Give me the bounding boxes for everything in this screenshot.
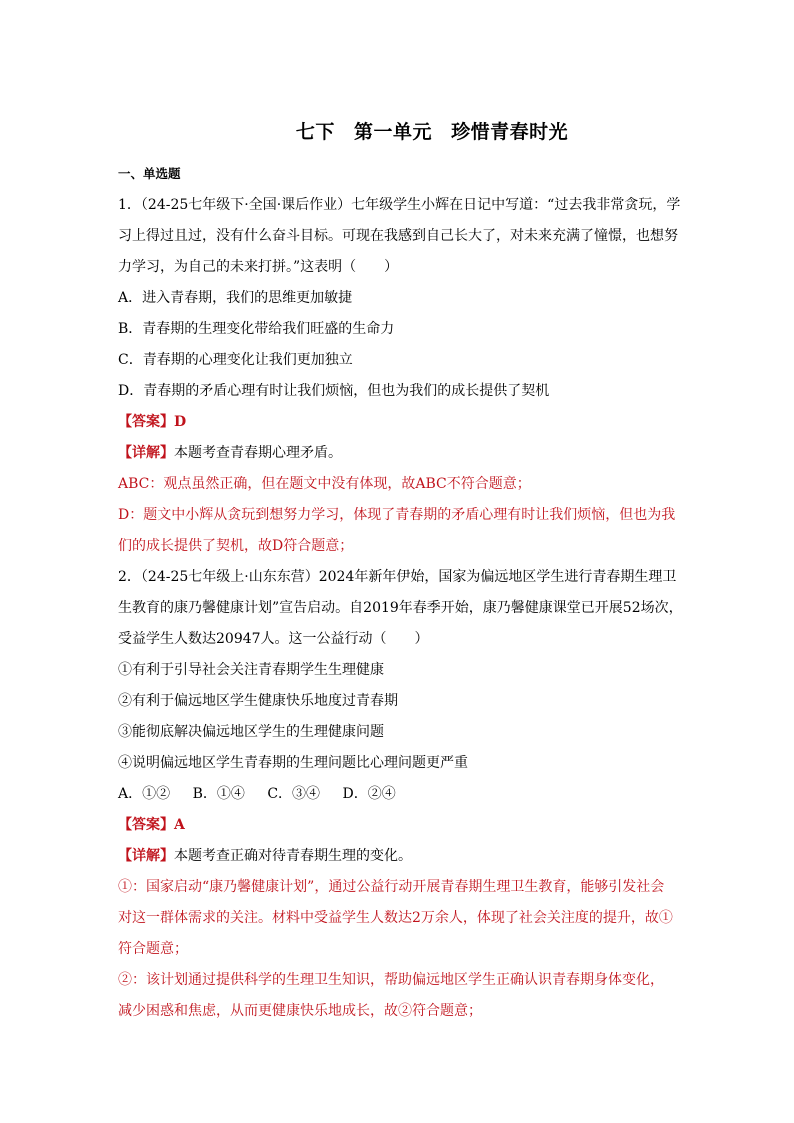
question-2 bbox=[118, 562, 683, 1027]
question-text-line: 受益学生人数达20947人。这一公益行动（ ） bbox=[118, 631, 429, 647]
detail-label: 【详解】 bbox=[118, 848, 174, 864]
choice-d: D．②④ bbox=[342, 786, 396, 802]
answer-line bbox=[118, 407, 678, 438]
explanation-line: ①：国家启动“康乃馨健康计划”，通过公益行动开展青春期生理卫生教育，能够引发社会 bbox=[118, 879, 665, 895]
question-1 bbox=[118, 190, 681, 562]
statement-2: ②有利于偏远地区学生健康快乐地度过青春期 bbox=[118, 693, 398, 709]
answer-line bbox=[118, 810, 678, 841]
explanation-line: ABC：观点虽然正确，但在题文中没有体现，故ABC不符合题意； bbox=[118, 476, 531, 492]
question-text-line: 生教育的康乃馨健康计划”宣告启动。自2019年春季开始，康乃馨健康课堂已开展52场次， bbox=[118, 600, 683, 616]
choices-row bbox=[118, 779, 678, 810]
explanation-line: ②：该计划通过提供科学的生理卫生知识，帮助偏远地区学生正确认识青春期身体变化， bbox=[118, 972, 664, 988]
question-text-line: 1．（24-25七年级下·全国·课后作业）七年级学生小辉在日记中写道：“过去我非常贪玩，学 bbox=[118, 197, 681, 213]
explanation-line: 们的成长提供了契机，故D符合题意； bbox=[118, 538, 354, 554]
choice-b: B．①④ bbox=[192, 786, 245, 802]
title-grade: 七下 bbox=[295, 121, 335, 143]
explanation-line: 对这一群体需求的关注。材料中受益学生人数达2万余人，体现了社会关注度的提升，故① bbox=[118, 910, 673, 926]
choice-c: C．③④ bbox=[267, 786, 321, 802]
option-d: D．青春期的矛盾心理有时让我们烦恼，但也为我们的成长提供了契机 bbox=[118, 383, 550, 399]
explanation-line: D：题文中小辉从贪玩到想努力学习，体现了青春期的矛盾心理有时让我们烦恼，但也为我 bbox=[118, 507, 676, 523]
statement-3: ③能彻底解决偏远地区学生的生理健康问题 bbox=[118, 724, 384, 740]
statement-1: ①有利于引导社会关注青春期学生生理健康 bbox=[118, 662, 384, 678]
answer-value: A bbox=[174, 817, 185, 833]
question-text-line: 2．（24-25七年级上·山东东营）2024年新年伊始，国家为偏远地区学生进行青春期生理卫 bbox=[118, 569, 677, 585]
option-c: C．青春期的心理变化让我们更加独立 bbox=[118, 352, 353, 368]
title-unit: 第一单元 bbox=[353, 121, 432, 143]
title-topic: 珍惜青春时光 bbox=[451, 121, 569, 143]
detail-label: 【详解】 bbox=[118, 445, 174, 461]
page-title bbox=[0, 117, 794, 144]
detail-line bbox=[118, 438, 678, 469]
answer-label: 【答案】 bbox=[118, 414, 174, 430]
detail-text: 本题考查青春期心理矛盾。 bbox=[174, 445, 342, 461]
option-a: A．进入青春期，我们的思维更加敏捷 bbox=[118, 290, 353, 306]
answer-value: D bbox=[174, 414, 187, 430]
explanation-line: 减少困惑和焦虑，从而更健康快乐地成长，故②符合题意； bbox=[118, 1003, 482, 1019]
explanation-line: 符合题意； bbox=[118, 941, 188, 957]
detail-text: 本题考查正确对待青春期生理的变化。 bbox=[174, 848, 412, 864]
option-b: B．青春期的生理变化带给我们旺盛的生命力 bbox=[118, 321, 395, 337]
statement-4: ④说明偏远地区学生青春期的生理问题比心理问题更严重 bbox=[118, 755, 468, 771]
section-heading: 一、单选题 bbox=[118, 166, 181, 181]
content-body bbox=[118, 164, 683, 1027]
question-text-line: 力学习，为自己的未来打拼。”这表明（ ） bbox=[118, 259, 399, 275]
detail-line bbox=[118, 841, 678, 872]
answer-label: 【答案】 bbox=[118, 817, 174, 833]
question-text-line: 习上得过且过，没有什么奋斗目标。可现在我感到自己长大了，对未来充满了憧憬，也想努 bbox=[118, 228, 678, 244]
choice-a: A．①② bbox=[118, 786, 171, 802]
